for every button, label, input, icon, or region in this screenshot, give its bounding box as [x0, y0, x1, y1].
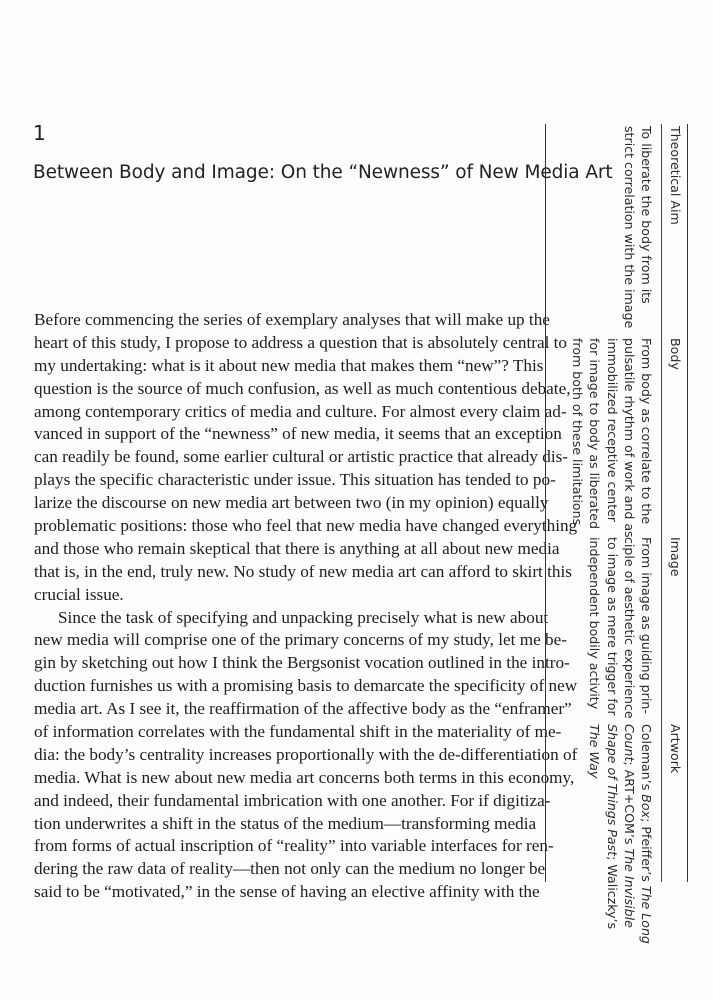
body-line: duction furnishes us with a promising basis to demarcate the specificity of new [34, 676, 578, 696]
text-run: Coleman’s [639, 724, 654, 795]
cell-artwork [586, 724, 655, 944]
body-line: of information correlates with the fundamental shift in the materiality of me- [34, 722, 562, 742]
body-line: and those who remain skeptical that there is anything at all about new media [34, 538, 560, 558]
header-theoretical-aim: Theoretical Aim [668, 126, 683, 225]
body-line: vanced in support of the “newness” of new media, it seems that an exception [34, 424, 562, 444]
cell-line: from both of these limitations [570, 338, 586, 526]
cell-line: to image as mere trigger for [604, 537, 620, 716]
cell-line: strict correlation with the image [621, 126, 637, 329]
body-line: and indeed, their fundamental imbrication with one another. For if digitiza- [34, 790, 551, 810]
cell-line: From body as correlate to the [639, 338, 654, 525]
artwork-title: Count [621, 724, 637, 762]
artwork-title: Box [639, 794, 654, 819]
artwork-title: Shape of Things Past [604, 724, 620, 857]
cell-line: independent bodily activity [587, 537, 603, 710]
cell-line [638, 724, 655, 944]
body-line: can readily be found, some earlier cultural or artistic practice that already dis- [34, 447, 569, 467]
table-header-row [661, 124, 689, 882]
body-line: from forms of actual inscription of “reality” into variable interfaces for ren- [34, 836, 554, 856]
cell-line: From image as guiding prin- [639, 537, 654, 714]
body-line: dia: the body’s centrality increases proportionally with the de-differentiation of [34, 744, 578, 764]
body-line: tion underwrites a shift in the status of the medium—transforming media [34, 813, 537, 833]
chapter-number: 1 [33, 121, 46, 145]
cell-body [569, 338, 655, 538]
body-line: question is the source of much confusion, as well as much contentious debate, [34, 378, 571, 398]
artwork-title: The Way [587, 724, 603, 779]
body-line: said to be “motivated,” in the sense of having an elective affinity with the [34, 882, 540, 902]
body-line: new media will comprise one of the primary concerns of my study, let me be- [34, 630, 567, 650]
body-line: heart of this study, I propose to address a question that is absolutely central to [34, 332, 568, 352]
header-body: Body [668, 338, 683, 370]
cell-line [586, 724, 603, 944]
text-run: ; ART+COM’s [621, 761, 637, 849]
body-line: media art. As I see it, the reaffirmation of the affective body as the “enframer” [34, 699, 572, 719]
chapter-title: Between Body and Image: On the “Newness” of New Media Art [33, 162, 613, 183]
header-artwork: Artwork [668, 724, 683, 774]
cell-line: pulsatile rhythm of work and as [621, 338, 637, 538]
body-line: media. What is new about new media art concerns both terms in this economy, [34, 767, 575, 787]
cell-line: immobilized receptive center [604, 338, 620, 523]
body-line: among contemporary critics of media and culture. For almost every claim ad- [34, 401, 567, 421]
header-image: Image [668, 537, 683, 577]
body-line: my undertaking: what is it about new media that makes them “new”? This [34, 355, 544, 375]
body-line: gin by sketching out how I think the Bergsonist vocation outlined in the intro- [34, 653, 570, 673]
body-line: crucial issue. [34, 584, 124, 604]
body-line: Before commencing the series of exemplary analyses that will make up the [34, 310, 550, 329]
text-run: ; Pfeiffer’s [639, 818, 654, 886]
cell-line: for image to body as liberated [587, 338, 603, 529]
artwork-title: The Long [639, 885, 654, 944]
body-line: that is, in the end, truly new. No study of new media art can afford to skirt this [34, 561, 572, 581]
cell-line [621, 724, 638, 944]
cell-theoretical-aim [621, 126, 655, 328]
cell-line: ciple of aesthetic experience [621, 537, 637, 719]
body-line: Since the task of specifying and unpacking precisely what is new about [58, 607, 549, 627]
body-line: larize the discourse on new media art between two (in my opinion) equally [34, 493, 549, 513]
cell-line: To liberate the body from its [639, 126, 654, 304]
body-line: dering the raw data of reality—then not only can the medium no longer be [34, 859, 546, 879]
body-line: plays the specific characteristic under issue. This situation has tended to po- [34, 470, 556, 490]
cell-line [603, 724, 620, 944]
text-run: ; Waliczky’s [604, 856, 620, 930]
artwork-title: The Invisible [621, 848, 637, 928]
cell-image [586, 537, 655, 719]
table-content [546, 124, 689, 944]
body-line: problematic positions: those who feel that new media have changed everything [34, 516, 578, 536]
rotated-table [545, 124, 688, 944]
